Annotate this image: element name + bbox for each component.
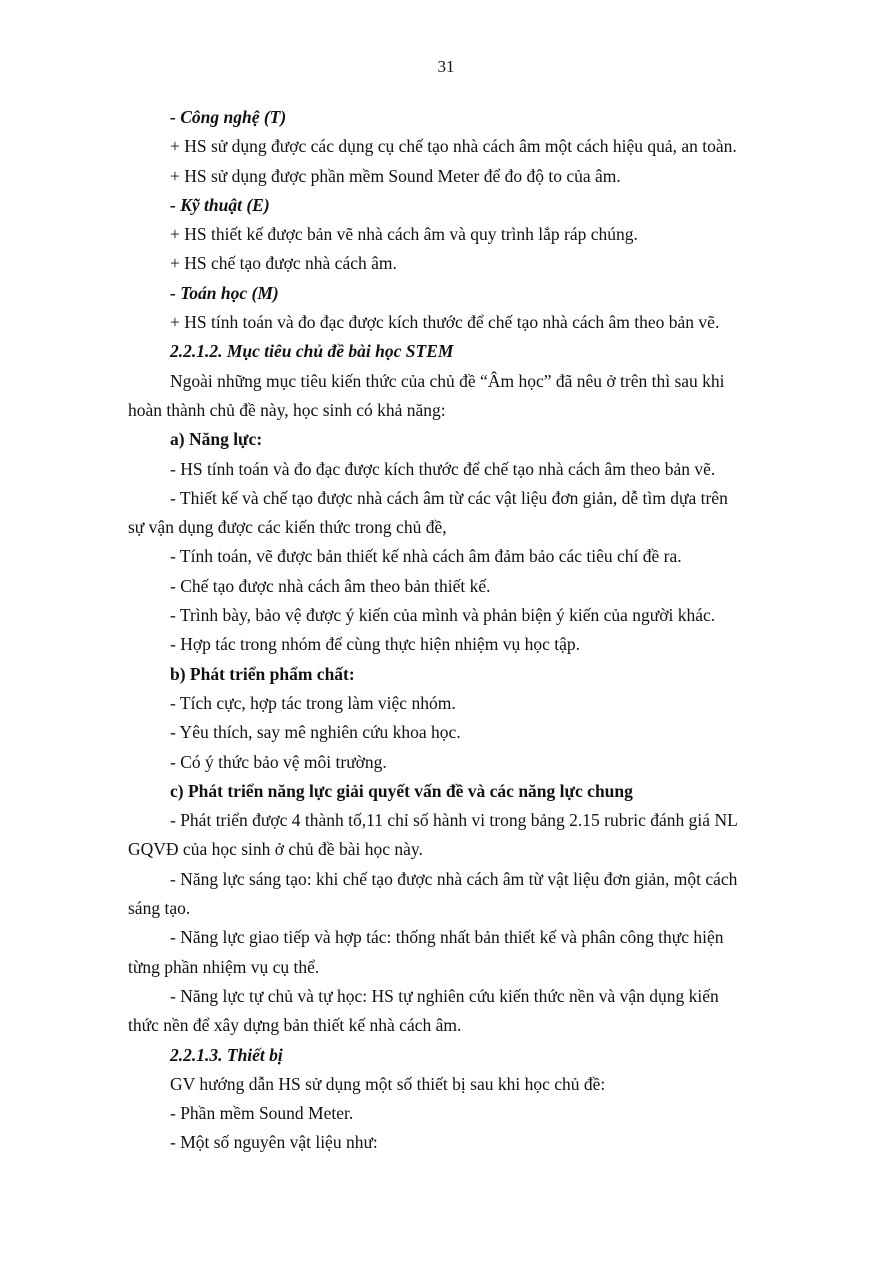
competency-design-line-2: sự vận dụng được các kiến thức trong chủ đề,: [128, 517, 447, 538]
quality-item: - Có ý thức bảo vệ môi trường.: [170, 751, 387, 772]
line-math-1: + HS tính toán và đo đạc được kích thước để chế tạo nhà cách âm theo bản vẽ.: [170, 312, 720, 333]
equipment-item: - Một số nguyên vật liệu như:: [170, 1132, 378, 1153]
heading-engineering: - Kỹ thuật (E): [170, 194, 270, 215]
problem-solving-line-1: - Phát triển được 4 thành tố,11 chỉ số hành vi trong bảng 2.15 rubric đánh giá NL: [170, 810, 738, 831]
page-body: [128, 103, 808, 1158]
heading-equipment: 2.2.1.3. Thiết bị: [170, 1044, 283, 1065]
intro-line-1: Ngoài những mục tiêu kiến thức của chủ đề “Âm học” đã nêu ở trên thì sau khi: [170, 370, 725, 391]
intro-line-2: hoàn thành chủ đề này, học sinh có khả năng:: [128, 399, 446, 420]
creativity-line-1: - Năng lực sáng tạo: khi chế tạo được nhà cách âm từ vật liệu đơn giản, một cách: [170, 868, 738, 889]
creativity-line-2: sáng tạo.: [128, 898, 191, 919]
heading-competency: a) Năng lực:: [170, 429, 263, 450]
competency-item: - Trình bày, bảo vệ được ý kiến của mình và phản biện ý kiến của người khác.: [170, 605, 716, 626]
line-technology-2: + HS sử dụng được phần mềm Sound Meter để đo độ to của âm.: [170, 165, 621, 186]
communication-line-1: - Năng lực giao tiếp và hợp tác: thống nhất bản thiết kế và phân công thực hiện: [170, 927, 724, 948]
equipment-item: - Phần mềm Sound Meter.: [170, 1103, 354, 1124]
competency-item: - Tính toán, vẽ được bản thiết kế nhà cách âm đảm bảo các tiêu chí đề ra.: [170, 546, 682, 567]
competency-item: - Hợp tác trong nhóm để cùng thực hiện nhiệm vụ học tập.: [170, 634, 580, 655]
competency-item: - Chế tạo được nhà cách âm theo bản thiết kế.: [170, 575, 491, 596]
competency-design-line-1: - Thiết kế và chế tạo được nhà cách âm từ các vật liệu đơn giản, dễ tìm dựa trên: [170, 487, 728, 508]
heading-technology: - Công nghệ (T): [170, 107, 287, 127]
line-engineering-2: + HS chế tạo được nhà cách âm.: [170, 253, 397, 274]
line-technology-1: + HS sử dụng được các dụng cụ chế tạo nhà cách âm một cách hiệu quả, an toàn.: [170, 136, 737, 157]
self-study-line-1: - Năng lực tự chủ và tự học: HS tự nghiên cứu kiến thức nền và vận dụng kiến: [170, 985, 719, 1006]
quality-item: - Tích cực, hợp tác trong làm việc nhóm.: [170, 692, 456, 713]
problem-solving-line-2: GQVĐ của học sinh ở chủ đề bài học này.: [128, 839, 423, 860]
quality-item: - Yêu thích, say mê nghiên cứu khoa học.: [170, 722, 461, 743]
heading-problem-solving: c) Phát triển năng lực giải quyết vấn đề và các năng lực chung: [170, 780, 633, 801]
heading-qualities: b) Phát triển phẩm chất:: [170, 663, 355, 684]
competency-item: - HS tính toán và đo đạc được kích thước để chế tạo nhà cách âm theo bản vẽ.: [170, 458, 716, 479]
page-number: 31: [437, 57, 455, 76]
self-study-line-2: thức nền để xây dựng bản thiết kế nhà cách âm.: [128, 1015, 462, 1036]
heading-math: - Toán học (M): [170, 282, 279, 303]
line-engineering-1: + HS thiết kế được bản vẽ nhà cách âm và quy trình lắp ráp chúng.: [170, 224, 638, 245]
equipment-item: GV hướng dẫn HS sử dụng một số thiết bị sau khi học chủ đề:: [170, 1073, 606, 1094]
heading-stem-objectives: 2.2.1.2. Mục tiêu chủ đề bài học STEM: [170, 341, 454, 362]
communication-line-2: từng phần nhiệm vụ cụ thể.: [128, 956, 320, 977]
